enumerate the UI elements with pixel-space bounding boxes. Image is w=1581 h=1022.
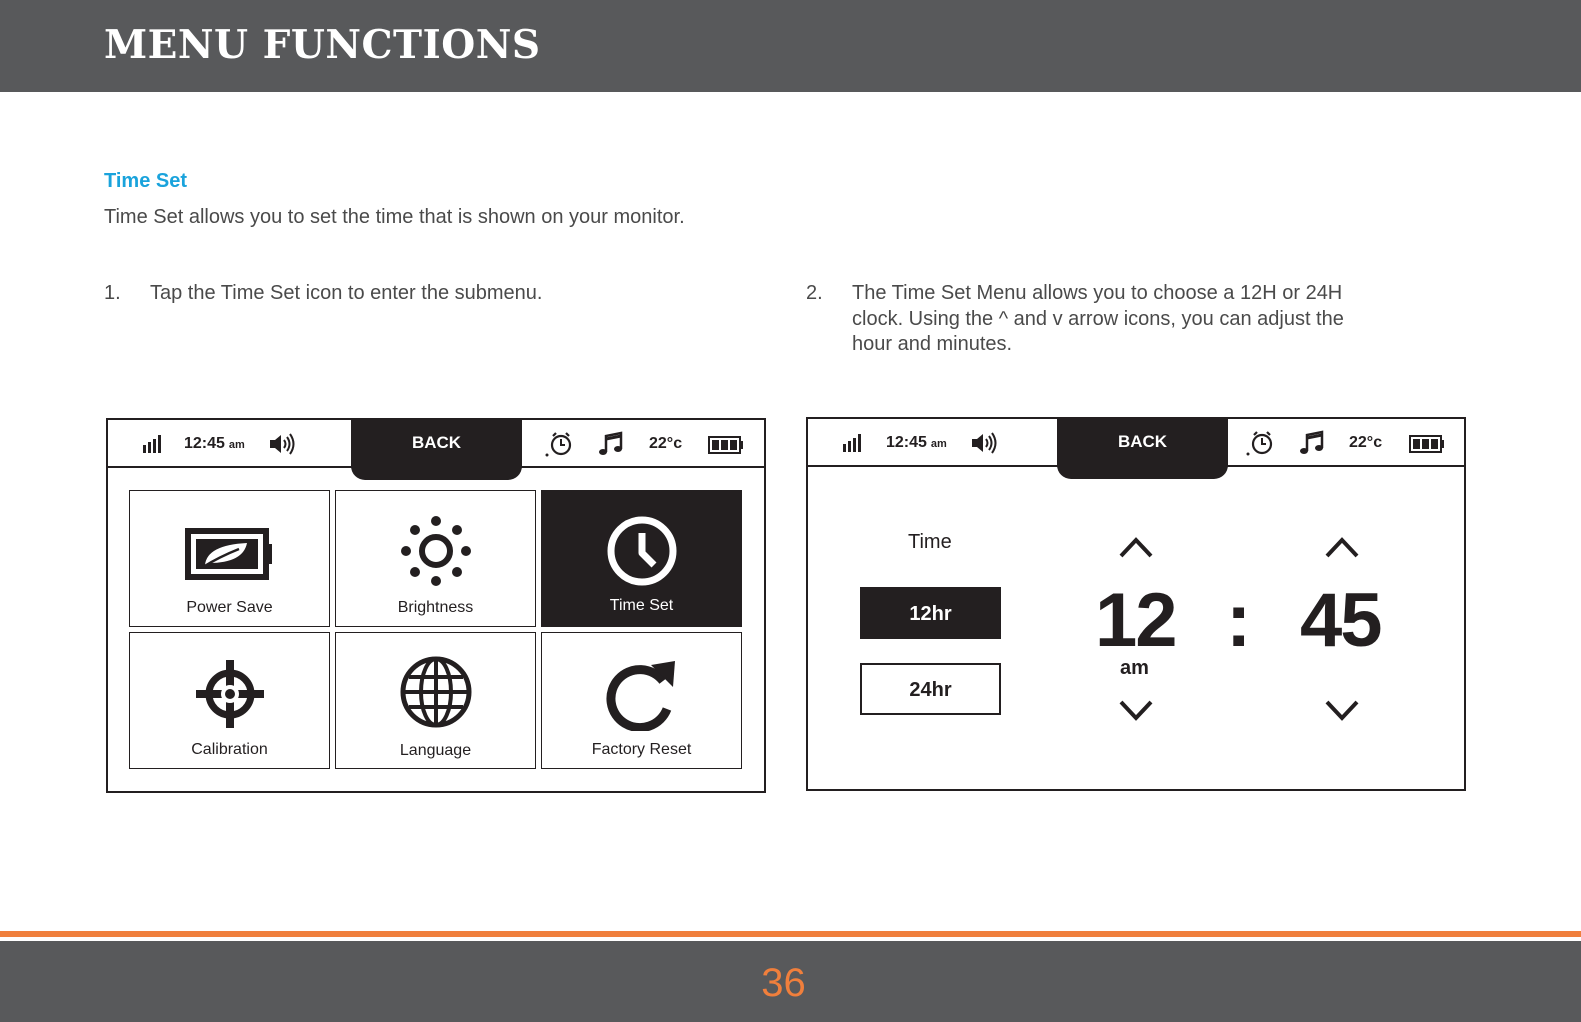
menu-tile-language[interactable]	[335, 632, 536, 769]
step-2	[806, 281, 1506, 361]
footer-accent-line	[0, 931, 1581, 937]
page-title: MENU FUNCTIONS	[104, 22, 541, 68]
speaker-icon[interactable]	[268, 432, 298, 456]
status-temperature: 22°c	[1349, 434, 1383, 451]
back-button[interactable]: BACK	[1057, 417, 1228, 479]
step-1	[104, 281, 744, 311]
step-text-line-3: hour and minutes.	[852, 333, 1013, 355]
minute-value: 45	[1300, 578, 1381, 663]
alarm-icon[interactable]	[544, 430, 574, 458]
status-time: 12:45 am	[184, 435, 245, 452]
brightness-icon	[400, 515, 472, 587]
status-bar	[808, 419, 1464, 467]
hour-down-arrow-icon[interactable]	[1118, 699, 1154, 723]
menu-tile-brightness[interactable]	[335, 490, 536, 627]
menu-tile-factory-reset[interactable]	[541, 632, 742, 769]
tile-label: Time Set	[609, 597, 674, 614]
step-text-line-1: The Time Set Menu allows you to choose a 12H or 24H	[852, 282, 1343, 304]
status-temperature: 22°c	[649, 435, 683, 452]
menu-tile-time-set[interactable]	[541, 490, 742, 627]
format-24hr-button[interactable]: 24hr	[860, 663, 1001, 715]
signal-icon	[842, 431, 864, 453]
music-icon[interactable]	[597, 430, 625, 458]
monitor-screen-time-set	[806, 417, 1466, 791]
music-icon[interactable]	[1298, 429, 1326, 457]
menu-tile-power-save[interactable]	[129, 490, 330, 627]
speaker-icon[interactable]	[970, 431, 1000, 455]
period-value: am	[1120, 657, 1149, 679]
section-title: Time Set	[104, 170, 187, 192]
format-12hr-button[interactable]: 12hr	[860, 587, 1001, 639]
step-number: 2.	[806, 282, 823, 304]
tile-label: Power Save	[186, 599, 273, 616]
calibration-icon	[195, 659, 265, 729]
alarm-icon[interactable]	[1245, 429, 1275, 457]
intro-text: Time Set allows you to set the time that is shown on your monitor.	[104, 206, 685, 228]
status-bar	[108, 420, 764, 468]
tile-label: Calibration	[191, 741, 268, 758]
tile-label: Brightness	[397, 599, 474, 616]
battery-icon	[708, 435, 744, 455]
time-label: Time	[908, 531, 952, 553]
status-time: 12:45 am	[886, 434, 947, 451]
monitor-screen-menu	[106, 418, 766, 793]
step-number: 1.	[104, 282, 121, 304]
minute-up-arrow-icon[interactable]	[1324, 535, 1360, 559]
battery-icon	[1409, 434, 1445, 454]
hour-value: 12	[1095, 578, 1176, 663]
step-text: Tap the Time Set icon to enter the submenu.	[150, 282, 543, 304]
clock-icon	[606, 515, 678, 587]
step-text-line-2: clock. Using the ^ and v arrow icons, you can adjust the	[852, 307, 1344, 330]
reset-icon	[605, 659, 679, 731]
signal-icon	[142, 432, 164, 454]
page-number: 36	[761, 961, 806, 1005]
tile-label: Language	[399, 742, 472, 759]
hour-up-arrow-icon[interactable]	[1118, 535, 1154, 559]
power-save-icon	[185, 527, 275, 581]
menu-tile-calibration[interactable]	[129, 632, 330, 769]
tile-label: Factory Reset	[591, 741, 692, 758]
time-separator: :	[1226, 578, 1250, 663]
back-button[interactable]: BACK	[351, 418, 522, 480]
globe-icon	[399, 655, 473, 729]
minute-down-arrow-icon[interactable]	[1324, 699, 1360, 723]
